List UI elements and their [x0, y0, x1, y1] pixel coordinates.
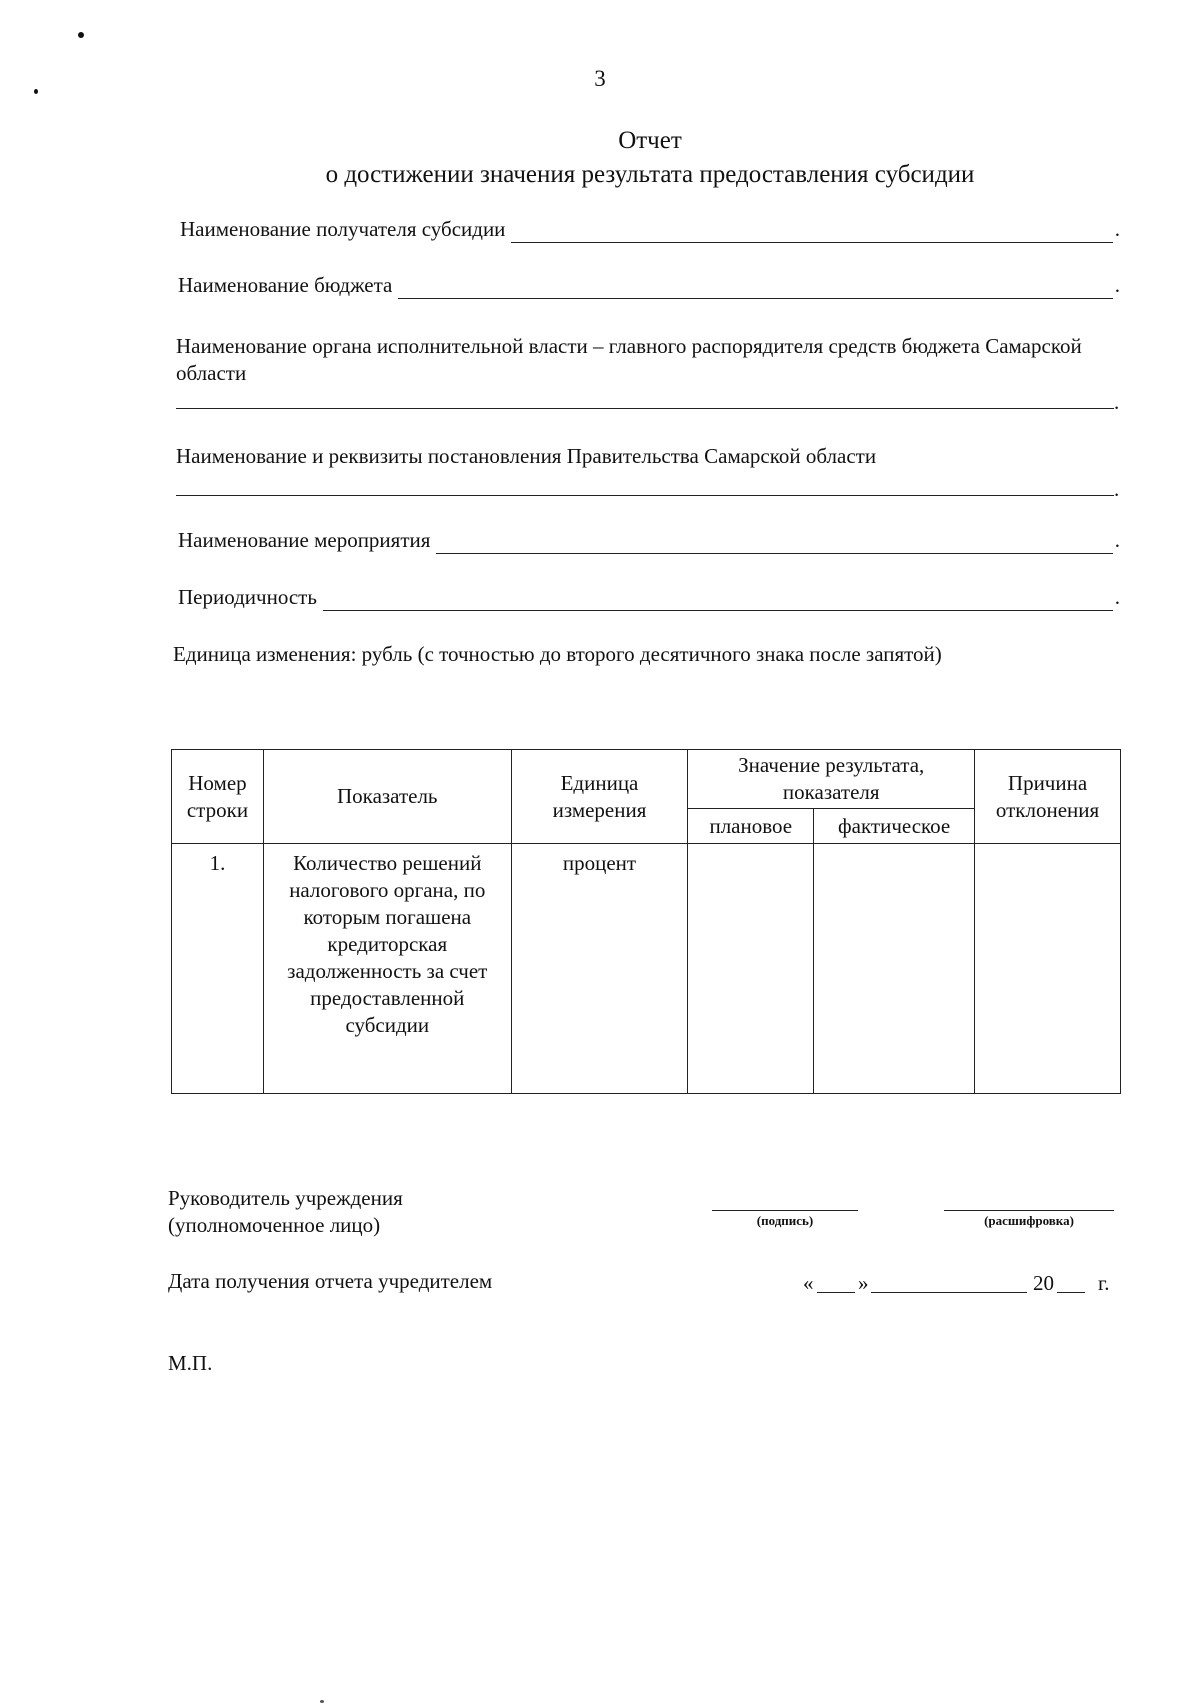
budget-input-line[interactable]: [398, 276, 1112, 299]
header-value-group: Значение результата, показателя: [688, 750, 975, 809]
periodicity-field: Периодичность .: [178, 585, 1120, 609]
recipient-input-line[interactable]: [511, 220, 1112, 243]
header-row-number: Номер строки: [172, 750, 264, 844]
day-input-line[interactable]: [817, 1292, 855, 1293]
head-title-line-1: Руководитель учреждения: [168, 1186, 403, 1210]
table-row: [172, 844, 1121, 1094]
date-field: [803, 1270, 1121, 1298]
periodicity-input-line[interactable]: [323, 588, 1113, 611]
cell-indicator: Количество решений налогового органа, по которым погашена кредиторская задолженность за счет предоставленной субсидии: [263, 844, 511, 1094]
authority-input-line[interactable]: [176, 408, 1114, 409]
authority-label: Наименование органа исполнительной власти – главного распорядителя средств бюджета Самарской области: [176, 334, 1082, 385]
event-label: Наименование мероприятия: [178, 528, 431, 552]
signature-line[interactable]: [712, 1210, 858, 1211]
decode-caption: (расшифровка): [984, 1213, 1074, 1228]
page-number: 3: [594, 66, 606, 91]
title-line-2: о достижении значения результата предоставления субсидии: [325, 161, 975, 188]
header-indicator: Показатель: [263, 750, 511, 844]
quote-open: «: [803, 1271, 814, 1295]
periodicity-label: Периодичность: [178, 585, 317, 609]
resolution-input-line[interactable]: [176, 495, 1114, 496]
quote-close: »: [858, 1271, 869, 1295]
year-input-line[interactable]: [1057, 1292, 1085, 1293]
month-input-line[interactable]: [871, 1292, 1027, 1293]
scan-speck: [78, 32, 84, 38]
scan-speck: [320, 1700, 324, 1703]
cell-actual[interactable]: [814, 844, 975, 1094]
head-title-line-2: (уполномоченное лицо): [168, 1213, 381, 1237]
event-field: Наименование мероприятия .: [178, 528, 1120, 552]
recipient-label: Наименование получателя субсидии: [180, 217, 506, 241]
resolution-label: Наименование и реквизиты постановления Правительства Самарской области: [176, 444, 877, 468]
recipient-field: Наименование получателя субсидии .: [180, 217, 1120, 241]
signature-caption: (подпись): [756, 1213, 814, 1228]
cell-unit: процент: [511, 844, 688, 1094]
decode-line[interactable]: [944, 1210, 1114, 1211]
cell-planned[interactable]: [688, 844, 814, 1094]
title-line-1: Отчет: [618, 127, 682, 154]
header-reason: Причина отклонения: [975, 750, 1121, 844]
cell-reason[interactable]: [975, 844, 1121, 1094]
results-table: [171, 749, 1121, 1094]
unit-note: Единица изменения: рубль (с точностью до второго десятичного знака после запятой): [173, 642, 942, 666]
budget-label: Наименование бюджета: [178, 273, 393, 297]
scan-speck: [34, 89, 38, 94]
header-planned: плановое: [688, 809, 814, 844]
year-suffix: г.: [1098, 1271, 1110, 1295]
cell-number: 1.: [172, 844, 264, 1094]
signature-block: [168, 1185, 403, 1239]
document-title: [0, 124, 1200, 192]
header-unit: Единица измерения: [511, 750, 688, 844]
budget-field: Наименование бюджета .: [178, 273, 1120, 297]
year-prefix: 20: [1033, 1271, 1054, 1295]
header-actual: фактическое: [814, 809, 975, 844]
stamp-label: М.П.: [168, 1351, 213, 1375]
date-label: Дата получения отчета учредителем: [168, 1269, 493, 1293]
event-input-line[interactable]: [436, 531, 1112, 554]
